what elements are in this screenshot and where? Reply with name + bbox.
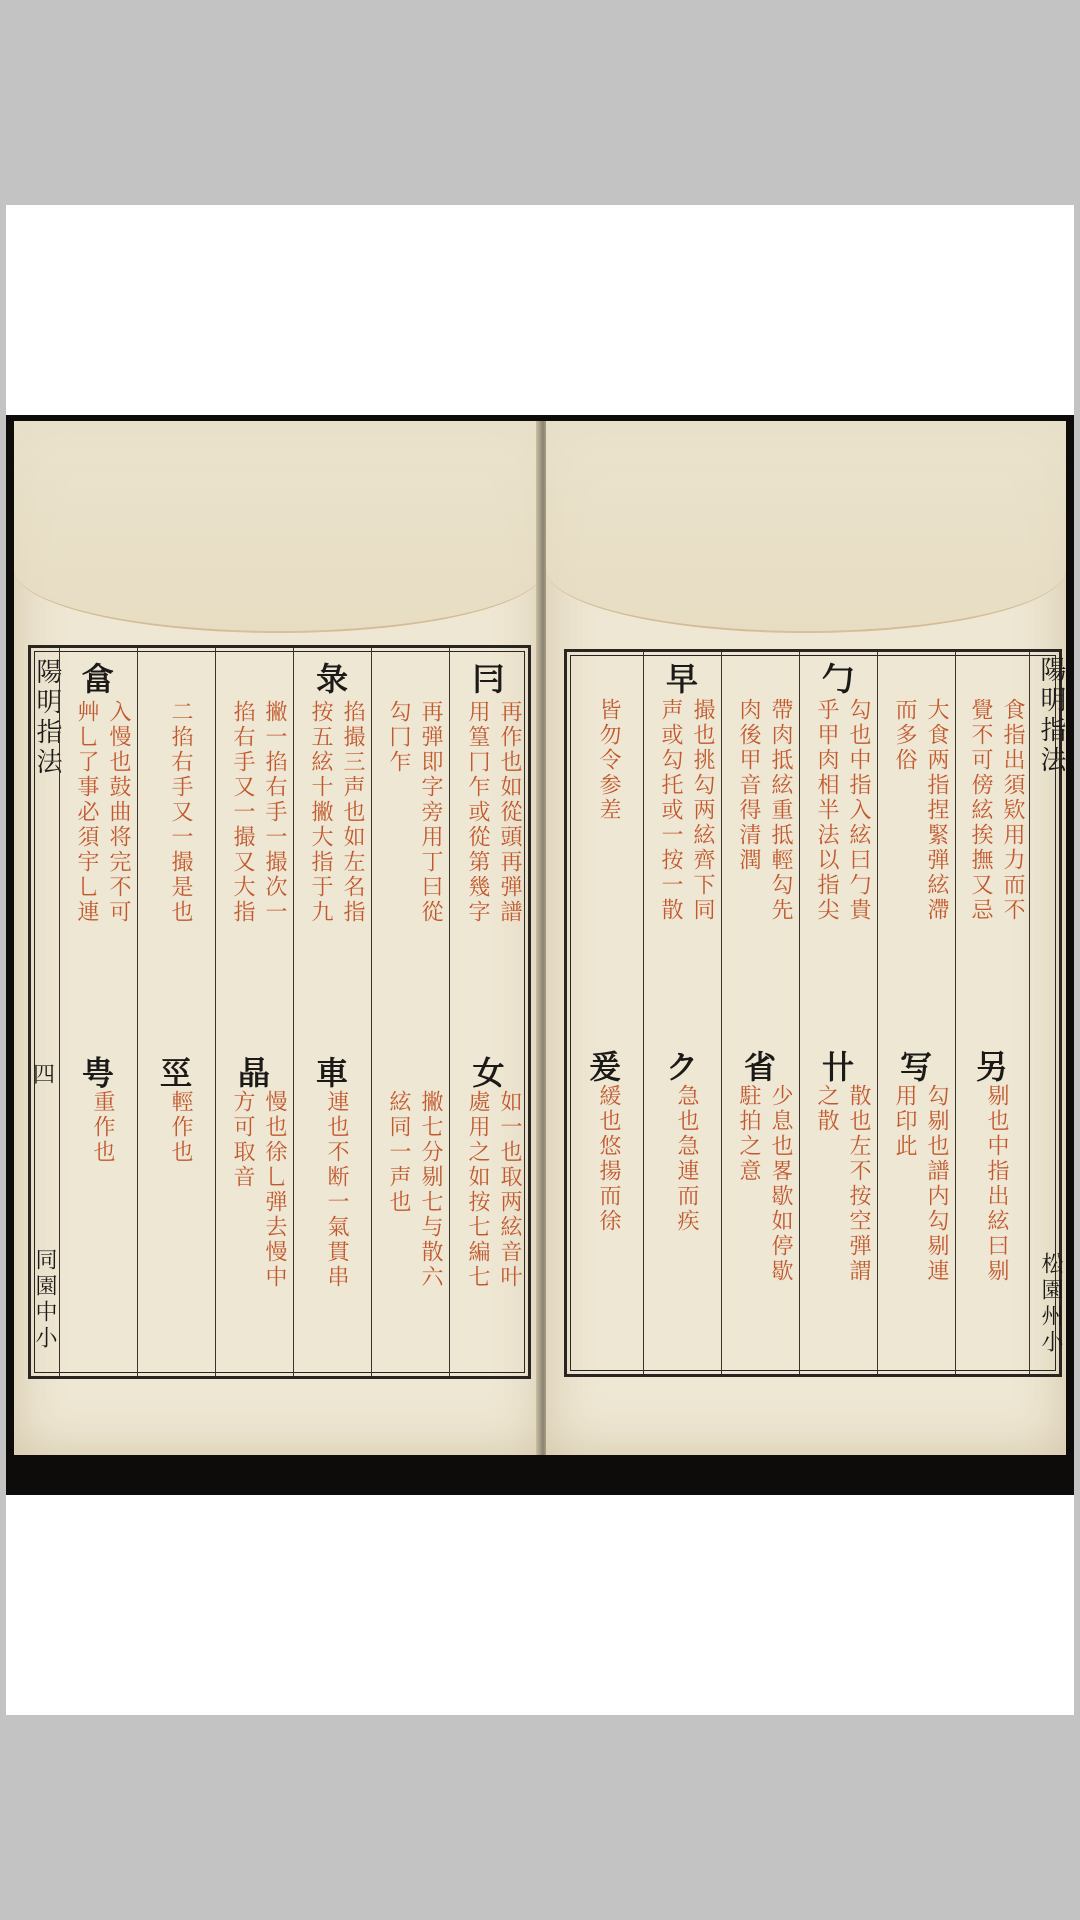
definition-line: 連也不断一氣貫串 (324, 1090, 349, 1290)
book-scan-image (6, 415, 1074, 1495)
right-margin-title: 陽明指法 (1036, 656, 1066, 776)
definition-line: 帶肉抵絃重抵輕勾先 (768, 698, 793, 923)
definition-line: 撇七分剔七与散六 (418, 1090, 443, 1290)
notation-symbol: 写 (899, 1048, 933, 1086)
definition-line: 緩也悠揚而徐 (596, 1084, 621, 1234)
definition-line: 声或勾托或一按一散 (658, 698, 683, 923)
definition-line: 駐拍之意 (736, 1084, 761, 1184)
definition-line: 方可取音 (230, 1090, 255, 1190)
definition-line: 入慢也鼓曲将完不可 (106, 700, 131, 925)
water-stain (546, 421, 1066, 633)
definition-line: 而多俗 (892, 698, 917, 773)
left-bottom-mark: 同園中小 (32, 1248, 57, 1352)
definition-line: 撮也挑勾两絃齊下同 (690, 698, 715, 923)
definition-line: 少息也畧歇如停歇 (768, 1084, 793, 1284)
notation-symbol: 車 (315, 1054, 349, 1092)
right-text-frame (564, 649, 1066, 1377)
notation-symbol: 彔 (315, 660, 349, 698)
definition-line: 勾剔也譜内勾剔連 (924, 1084, 949, 1284)
definition-line: 慢也徐乚弾去慢中 (262, 1090, 287, 1290)
left-page (14, 421, 544, 1455)
notation-symbol: 爰 (588, 1048, 622, 1086)
definition-line: 再弾即字旁用丁曰從 (418, 700, 443, 925)
definition-line: 重作也 (90, 1090, 115, 1165)
definition-line: 勾也中指入絃曰勹貴 (846, 698, 871, 923)
notation-symbol: 省 (743, 1048, 777, 1086)
definition-line: 皆勿令参差 (596, 698, 621, 823)
definition-line: 肉後甲音得清潤 (736, 698, 761, 873)
definition-line: 處用之如按七編七 (465, 1090, 490, 1290)
definition-line: 再作也如從頭再弾譜 (497, 700, 522, 925)
column-rule (1029, 652, 1030, 1374)
left-page-number: 四 (33, 1063, 56, 1088)
left-margin-title: 陽明指法 (32, 658, 62, 778)
notation-symbol: 冃 (472, 660, 505, 698)
definition-line: 勾冂乍 (386, 700, 411, 775)
notation-symbol: 晶 (237, 1054, 271, 1092)
definition-line: 之散 (814, 1084, 839, 1134)
definition-line: 掐撮三声也如左名指 (340, 700, 365, 925)
notation-symbol: 巠 (159, 1054, 193, 1092)
right-page (546, 421, 1066, 1455)
definition-line: 覺不可傍絃挨撫又忌 (968, 698, 993, 923)
definition-line: 剔也中指出絃曰剔 (984, 1084, 1009, 1284)
definition-line: 用印此 (892, 1084, 917, 1159)
notation-symbol: 勹 (821, 660, 855, 698)
left-text-frame (28, 645, 531, 1379)
definition-line: 二掐右手又一撮是也 (168, 700, 193, 925)
definition-line: 食指出須欵用力而不 (1000, 698, 1025, 923)
definition-line: 乎甲肉相半法以指尖 (814, 698, 839, 923)
notation-symbol: 卄 (821, 1048, 855, 1086)
definition-line: 按五絃十撇大指于九 (308, 700, 333, 925)
document-viewer (6, 205, 1074, 1715)
definition-line: 大食两指捏緊弾絃滯 (924, 698, 949, 923)
notation-symbol: 甹 (81, 1054, 115, 1092)
water-stain (14, 421, 544, 633)
definition-line: 絃同一声也 (386, 1090, 411, 1215)
definition-line: 撇一掐右手一撮次一 (262, 700, 287, 925)
definition-line: 散也左不按空弾謂 (846, 1084, 871, 1284)
definition-line: 艸乚了事必須宇乚連 (74, 700, 99, 925)
notation-symbol: 女 (472, 1054, 505, 1092)
definition-line: 用篁冂乍或從第幾字 (465, 700, 490, 925)
notation-symbol: 畣 (81, 660, 115, 698)
definition-line: 急也急連而疾 (674, 1084, 699, 1234)
definition-line: 輕作也 (168, 1090, 193, 1165)
definition-line: 掐右手又一撮又大指 (230, 700, 255, 925)
definition-line: 如一也取两絃音叶 (497, 1090, 522, 1290)
right-bottom-mark: 松園州小 (1038, 1252, 1063, 1356)
notation-symbol: 早 (665, 660, 699, 698)
notation-symbol: ク (665, 1048, 699, 1086)
notation-symbol: 另 (975, 1048, 1009, 1086)
